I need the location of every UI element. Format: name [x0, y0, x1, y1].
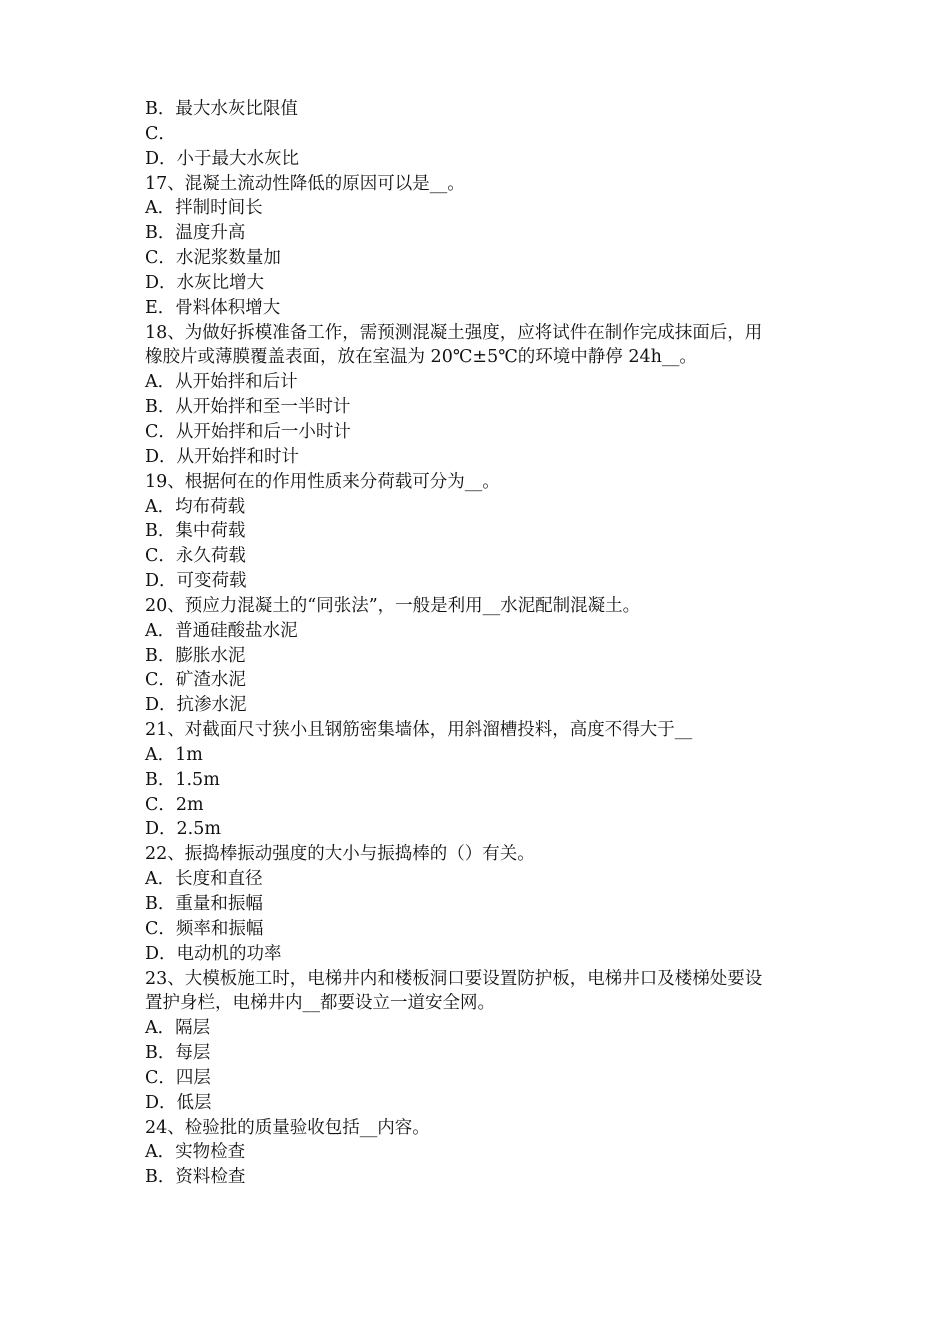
q22-option-c: C．频率和振幅: [145, 918, 264, 939]
q18-option-b: B．从开始拌和至一半时计: [145, 397, 351, 418]
option-d-line: D．小于最大水灰比: [145, 148, 300, 169]
document-body: [145, 97, 825, 1190]
option-b-line: B．最大水灰比限值: [145, 99, 298, 119]
q19-option-c: C．永久荷载: [145, 546, 246, 567]
option-c-line: C．: [145, 123, 176, 144]
question-24: 24、检验批的质量验收包括__内容。: [145, 1117, 430, 1138]
q22-option-a: A．长度和直径: [145, 869, 263, 890]
question-23-line-1: 23、大模板施工时，电梯井内和楼板洞口要设置防护板，电梯井口及楼梯处要设: [145, 968, 763, 989]
question-18-line-2: 橡胶片或薄膜覆盖表面，放在室温为 20℃±5℃的环境中静停 24h__。: [145, 347, 697, 368]
q17-option-b: B．温度升高: [145, 223, 246, 244]
question-18-line-1: 18、为做好拆模准备工作，需预测混凝土强度，应将试件在制作完成抹面后，用: [145, 322, 763, 343]
q24-option-a: A．实物检查: [145, 1142, 246, 1163]
question-22: 22、振捣棒振动强度的大小与振捣棒的（）有关。: [145, 844, 535, 865]
q18-option-c: C．从开始拌和后一小时计: [145, 421, 351, 442]
q20-option-a: A．普通硅酸盐水泥: [145, 620, 298, 641]
q21-option-d: D．2.5m: [145, 819, 221, 840]
question-20: 20、预应力混凝土的“同张法”，一般是利用__水泥配制混凝土。: [145, 595, 641, 616]
q20-option-b: B．膨胀水泥: [145, 645, 246, 666]
q21-option-c: C．2m: [145, 794, 204, 815]
question-17: 17、混凝土流动性降低的原因可以是__。: [145, 173, 465, 194]
q23-option-b: B．每层: [145, 1043, 211, 1064]
q17-option-a: A．拌制时间长: [145, 198, 263, 219]
q23-option-a: A．隔层: [145, 1018, 211, 1039]
q17-option-d: D．水灰比增大: [145, 272, 265, 293]
q23-option-d: D．低层: [145, 1092, 212, 1113]
question-23-line-2: 置护身栏，电梯井内__都要设立一道安全网。: [145, 993, 495, 1014]
q22-option-b: B．重量和振幅: [145, 894, 263, 914]
q20-option-c: C．矿渣水泥: [145, 670, 246, 691]
q23-option-c: C．四层: [145, 1067, 211, 1088]
q22-option-d: D．电动机的功率: [145, 943, 282, 964]
q19-option-b: B．集中荷载: [145, 521, 246, 542]
q19-option-d: D．可变荷载: [145, 571, 247, 592]
q21-option-b: B．1.5m: [145, 769, 220, 790]
q20-option-d: D．抗渗水泥: [145, 695, 247, 716]
q17-option-c: C．水泥浆数量加: [145, 248, 281, 269]
q18-option-a: A．从开始拌和后计: [145, 372, 298, 393]
q19-option-a: A．均布荷载: [145, 496, 246, 517]
q17-option-e: E．骨料体积增大: [145, 297, 281, 318]
q21-option-a: A．1m: [145, 744, 203, 765]
q18-option-d: D．从开始拌和时计: [145, 446, 300, 467]
question-21: 21、对截面尺寸狭小且钢筋密集墙体，用斜溜槽投料，高度不得大于__: [145, 720, 693, 741]
q24-option-b: B．资料检查: [145, 1167, 246, 1188]
question-19: 19、根据何在的作用性质来分荷载可分为__。: [145, 471, 500, 492]
